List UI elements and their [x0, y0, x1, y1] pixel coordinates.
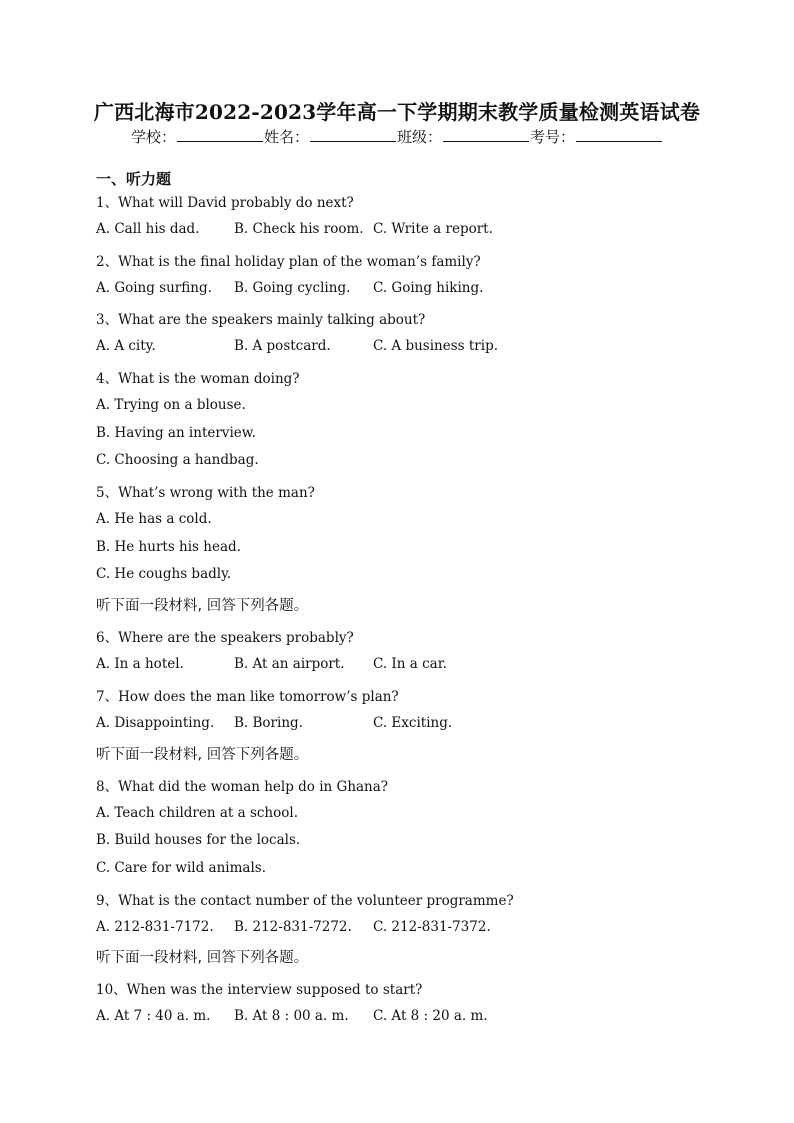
- q8-option-a: A. Teach children at a school.: [96, 805, 298, 821]
- q2-option-c: C. Going hiking.: [373, 280, 484, 296]
- name-blank[interactable]: [310, 127, 396, 142]
- q6-option-b: B. At an airport.: [234, 656, 345, 672]
- question-10: 10、When was the interview supposed to start?: [96, 982, 423, 998]
- q7-option-a: A. Disappointing.: [96, 715, 215, 731]
- school-label: 学校：: [130, 128, 176, 146]
- q7-option-c: C. Exciting.: [373, 715, 453, 731]
- q1-option-b: B. Check his room.: [234, 221, 364, 237]
- q1-option-c: C. Write a report.: [373, 221, 493, 237]
- question-9: 9、What is the contact number of the volunteer programme?: [96, 893, 514, 909]
- q4-option-c: C. Choosing a handbag.: [96, 452, 259, 468]
- class-label: 班级：: [397, 128, 443, 146]
- school-blank[interactable]: [177, 127, 263, 142]
- q8-option-b: B. Build houses for the locals.: [96, 832, 301, 848]
- q5-option-a: A. He has a cold.: [96, 511, 212, 527]
- listening-instruction-1: 听下面一段材料, 回答下列各题。: [96, 598, 309, 614]
- exam-number-label: 考号：: [530, 128, 576, 146]
- question-2: 2、What is the final holiday plan of the woman’s family?: [96, 254, 481, 270]
- question-6: 6、Where are the speakers probably?: [96, 630, 354, 646]
- student-info-line: [0, 126, 794, 147]
- q6-option-a: A. In a hotel.: [96, 656, 184, 672]
- question-5: 5、What’s wrong with the man?: [96, 485, 315, 501]
- q3-option-c: C. A business trip.: [373, 338, 499, 354]
- q9-option-c: C. 212-831-7372.: [373, 919, 491, 935]
- q2-option-a: A. Going surfing.: [96, 280, 212, 296]
- listening-instruction-3: 听下面一段材料, 回答下列各题。: [96, 950, 309, 966]
- exam-number-blank[interactable]: [576, 127, 662, 142]
- question-4: 4、What is the woman doing?: [96, 371, 300, 387]
- q8-option-c: C. Care for wild animals.: [96, 860, 266, 876]
- q3-option-b: B. A postcard.: [234, 338, 331, 354]
- q6-option-c: C. In a car.: [373, 656, 447, 672]
- q4-option-b: B. Having an interview.: [96, 425, 256, 441]
- page-title: 广西北海市2022-2023学年高一下学期期末教学质量检测英语试卷: [93, 100, 701, 124]
- question-1: 1、What will David probably do next?: [96, 195, 354, 211]
- q1-option-a: A. Call his dad.: [96, 221, 200, 237]
- q4-option-a: A. Trying on a blouse.: [96, 397, 246, 413]
- question-3: 3、What are the speakers mainly talking about?: [96, 312, 426, 328]
- question-8: 8、What did the woman help do in Ghana?: [96, 779, 389, 795]
- q3-option-a: A. A city.: [96, 338, 156, 354]
- q5-option-b: B. He hurts his head.: [96, 539, 241, 555]
- q7-option-b: B. Boring.: [234, 715, 303, 731]
- q10-option-b: B. At 8 : 00 a. m.: [234, 1008, 349, 1024]
- question-7: 7、How does the man like tomorrow’s plan?: [96, 689, 399, 705]
- section-heading: 一、听力题: [96, 170, 172, 188]
- q2-option-b: B. Going cycling.: [234, 280, 351, 296]
- q9-option-b: B. 212-831-7272.: [234, 919, 352, 935]
- q5-option-c: C. He coughs badly.: [96, 566, 232, 582]
- class-blank[interactable]: [443, 127, 529, 142]
- q10-option-c: C. At 8 : 20 a. m.: [373, 1008, 488, 1024]
- listening-instruction-2: 听下面一段材料, 回答下列各题。: [96, 747, 309, 763]
- q9-option-a: A. 212-831-7172.: [96, 919, 214, 935]
- q10-option-a: A. At 7 : 40 a. m.: [96, 1008, 211, 1024]
- name-label: 姓名：: [263, 128, 309, 146]
